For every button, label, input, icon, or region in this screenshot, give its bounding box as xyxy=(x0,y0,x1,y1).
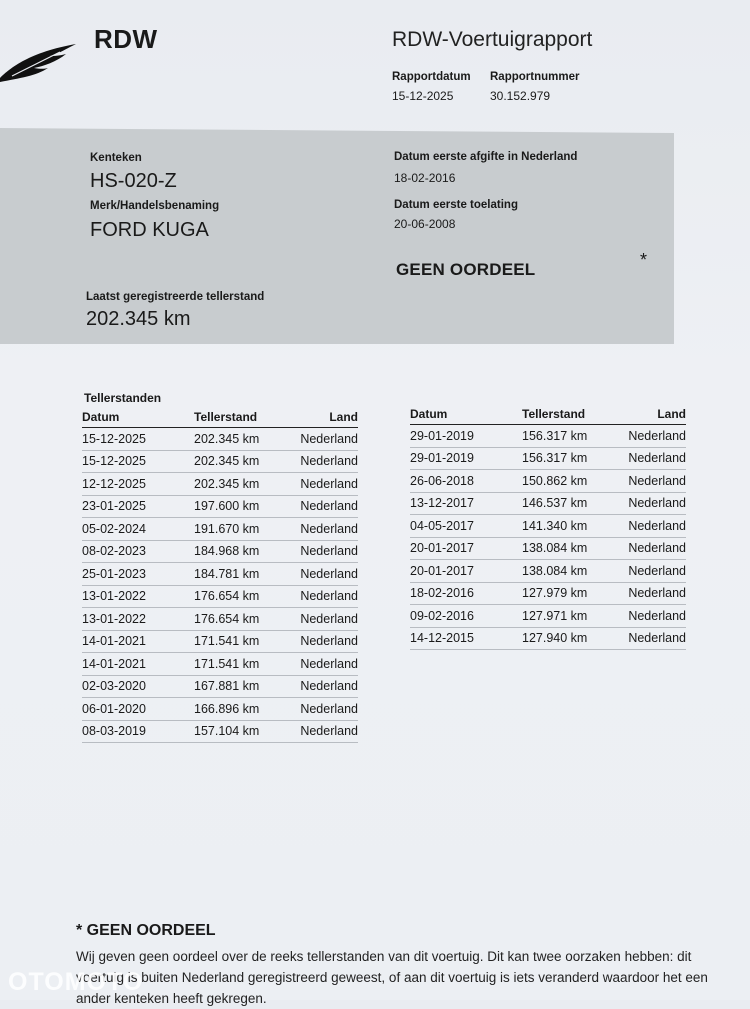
reading-date: 15-12-2025 xyxy=(82,450,194,473)
reading-country: Nederland xyxy=(626,582,686,605)
reading-country: Nederland xyxy=(298,450,358,473)
reading-country: Nederland xyxy=(626,627,686,650)
reading-country: Nederland xyxy=(298,473,358,496)
reading-date: 14-01-2021 xyxy=(82,630,194,653)
reading-date: 29-01-2019 xyxy=(410,425,522,448)
make-label: Merk/Handelsbenaming xyxy=(90,200,220,212)
reading-country: Nederland xyxy=(298,653,358,676)
reading-odometer: 202.345 km xyxy=(194,428,298,451)
reading-country: Nederland xyxy=(298,608,358,631)
reading-date: 06-01-2020 xyxy=(82,698,194,721)
reading-country: Nederland xyxy=(298,720,358,743)
table-header-row xyxy=(410,405,686,425)
reading-odometer: 184.781 km xyxy=(194,563,298,586)
table-row xyxy=(82,428,358,451)
table-row xyxy=(410,582,686,605)
reading-country: Nederland xyxy=(298,585,358,608)
table-row xyxy=(82,720,358,743)
report-date: 15-12-2025 xyxy=(392,89,454,103)
reading-odometer: 127.940 km xyxy=(522,627,626,650)
table-row xyxy=(82,698,358,721)
reading-odometer: 150.862 km xyxy=(522,470,626,493)
header-country: Land xyxy=(298,408,358,428)
reading-date: 02-03-2020 xyxy=(82,675,194,698)
reading-country: Nederland xyxy=(626,492,686,515)
report-date-label: Rapportdatum xyxy=(392,71,471,83)
reading-date: 15-12-2025 xyxy=(82,428,194,451)
plate-label: Kenteken xyxy=(90,152,142,164)
reading-odometer: 197.600 km xyxy=(194,495,298,518)
reading-country: Nederland xyxy=(626,470,686,493)
reading-date: 13-12-2017 xyxy=(410,492,522,515)
reading-odometer: 141.340 km xyxy=(522,515,626,538)
reading-odometer: 176.654 km xyxy=(194,585,298,608)
reading-date: 08-03-2019 xyxy=(82,720,194,743)
table-row xyxy=(410,492,686,515)
reading-country: Nederland xyxy=(298,630,358,653)
reading-odometer: 157.104 km xyxy=(194,720,298,743)
reading-date: 13-01-2022 xyxy=(82,585,194,608)
reading-odometer: 167.881 km xyxy=(194,675,298,698)
reading-odometer: 138.084 km xyxy=(522,537,626,560)
reading-odometer: 138.084 km xyxy=(522,560,626,583)
header-country: Land xyxy=(626,405,686,425)
reading-country: Nederland xyxy=(298,540,358,563)
last-odometer-reading: 202.345 km xyxy=(86,308,191,330)
reading-date: 18-02-2016 xyxy=(410,582,522,605)
reading-odometer: 184.968 km xyxy=(194,540,298,563)
table-row xyxy=(82,585,358,608)
header-date: Datum xyxy=(410,405,522,425)
report-number: 30.152.979 xyxy=(490,89,551,103)
table-row xyxy=(410,627,686,650)
table-row xyxy=(82,630,358,653)
reading-odometer: 156.317 km xyxy=(522,425,626,448)
readings-table-left xyxy=(82,408,358,743)
reading-country: Nederland xyxy=(626,560,686,583)
reading-date: 13-01-2022 xyxy=(82,608,194,631)
reading-odometer: 191.670 km xyxy=(194,518,298,541)
table-row xyxy=(82,540,358,563)
table-row xyxy=(82,675,358,698)
reading-odometer: 202.345 km xyxy=(194,450,298,473)
reading-country: Nederland xyxy=(626,447,686,470)
license-plate: HS-020-Z xyxy=(90,170,177,192)
reading-date: 14-12-2015 xyxy=(410,627,522,650)
brand-name: RDW xyxy=(94,24,158,54)
reading-odometer: 127.979 km xyxy=(522,582,626,605)
table-row xyxy=(82,563,358,586)
reading-date: 08-02-2023 xyxy=(82,540,194,563)
table-row xyxy=(410,560,686,583)
first-admission-label: Datum eerste toelating xyxy=(394,199,518,211)
reading-country: Nederland xyxy=(298,563,358,586)
reading-odometer: 166.896 km xyxy=(194,698,298,721)
reading-date: 29-01-2019 xyxy=(410,447,522,470)
reading-date: 20-01-2017 xyxy=(410,537,522,560)
reading-odometer: 156.317 km xyxy=(522,447,626,470)
reading-odometer: 171.541 km xyxy=(194,653,298,676)
report-number-label: Rapportnummer xyxy=(490,71,580,83)
table-row xyxy=(82,653,358,676)
reading-date: 26-06-2018 xyxy=(410,470,522,493)
reading-date: 09-02-2016 xyxy=(410,605,522,628)
table-row xyxy=(82,518,358,541)
reading-odometer: 171.541 km xyxy=(194,630,298,653)
table-row xyxy=(82,473,358,496)
reading-date: 23-01-2025 xyxy=(82,495,194,518)
reading-country: Nederland xyxy=(626,515,686,538)
table-row xyxy=(410,470,686,493)
reading-country: Nederland xyxy=(298,428,358,451)
header-date: Datum xyxy=(82,408,194,428)
reading-country: Nederland xyxy=(626,605,686,628)
reading-date: 05-02-2024 xyxy=(82,518,194,541)
table-row xyxy=(410,605,686,628)
header-odometer: Tellerstand xyxy=(194,408,298,428)
table-row xyxy=(82,450,358,473)
first-issue-nl-label: Datum eerste afgifte in Nederland xyxy=(394,151,578,163)
reading-date: 04-05-2017 xyxy=(410,515,522,538)
verdict-asterisk: * xyxy=(640,250,648,270)
table-row xyxy=(410,447,686,470)
reading-country: Nederland xyxy=(298,698,358,721)
vehicle-make: FORD KUGA xyxy=(90,219,209,241)
last-reading-label: Laatst geregistreerde tellerstand xyxy=(86,291,265,303)
table-header-row xyxy=(82,408,358,428)
footnote-text: Wij geven geen oordeel over de reeks tellerstanden van dit voertuig. Dit kan twee oorzaken hebben: dit voertuig is buiten Nederland geregistreerd geweest, of aan dit voertuig is iets veranderd waardoor het een ander kenteken heeft gekregen. xyxy=(76,949,708,1006)
report-title: RDW-Voertuigrapport xyxy=(392,28,593,51)
table-row xyxy=(410,515,686,538)
reading-odometer: 127.971 km xyxy=(522,605,626,628)
first-issue-nl-date: 18-02-2016 xyxy=(394,171,456,185)
reading-date: 25-01-2023 xyxy=(82,563,194,586)
reading-date: 14-01-2021 xyxy=(82,653,194,676)
table-row xyxy=(410,537,686,560)
otomoto-watermark: OTOMOTO xyxy=(8,968,144,996)
readings-section-title: Tellerstanden xyxy=(84,391,162,405)
reading-date: 20-01-2017 xyxy=(410,560,522,583)
reading-country: Nederland xyxy=(626,425,686,448)
table-row xyxy=(82,608,358,631)
reading-country: Nederland xyxy=(298,518,358,541)
reading-country: Nederland xyxy=(298,675,358,698)
first-admission-date: 20-06-2008 xyxy=(394,217,456,231)
verdict-badge: GEEN OORDEEL xyxy=(396,260,536,279)
rdw-feather-logo-icon xyxy=(0,38,80,84)
footnote-title: * GEEN OORDEEL xyxy=(76,922,216,939)
header-odometer: Tellerstand xyxy=(522,405,626,425)
reading-odometer: 176.654 km xyxy=(194,608,298,631)
table-row xyxy=(410,425,686,448)
reading-odometer: 202.345 km xyxy=(194,473,298,496)
reading-date: 12-12-2025 xyxy=(82,473,194,496)
reading-country: Nederland xyxy=(298,495,358,518)
table-row xyxy=(82,495,358,518)
reading-odometer: 146.537 km xyxy=(522,492,626,515)
readings-table-right xyxy=(410,405,686,650)
reading-country: Nederland xyxy=(626,537,686,560)
